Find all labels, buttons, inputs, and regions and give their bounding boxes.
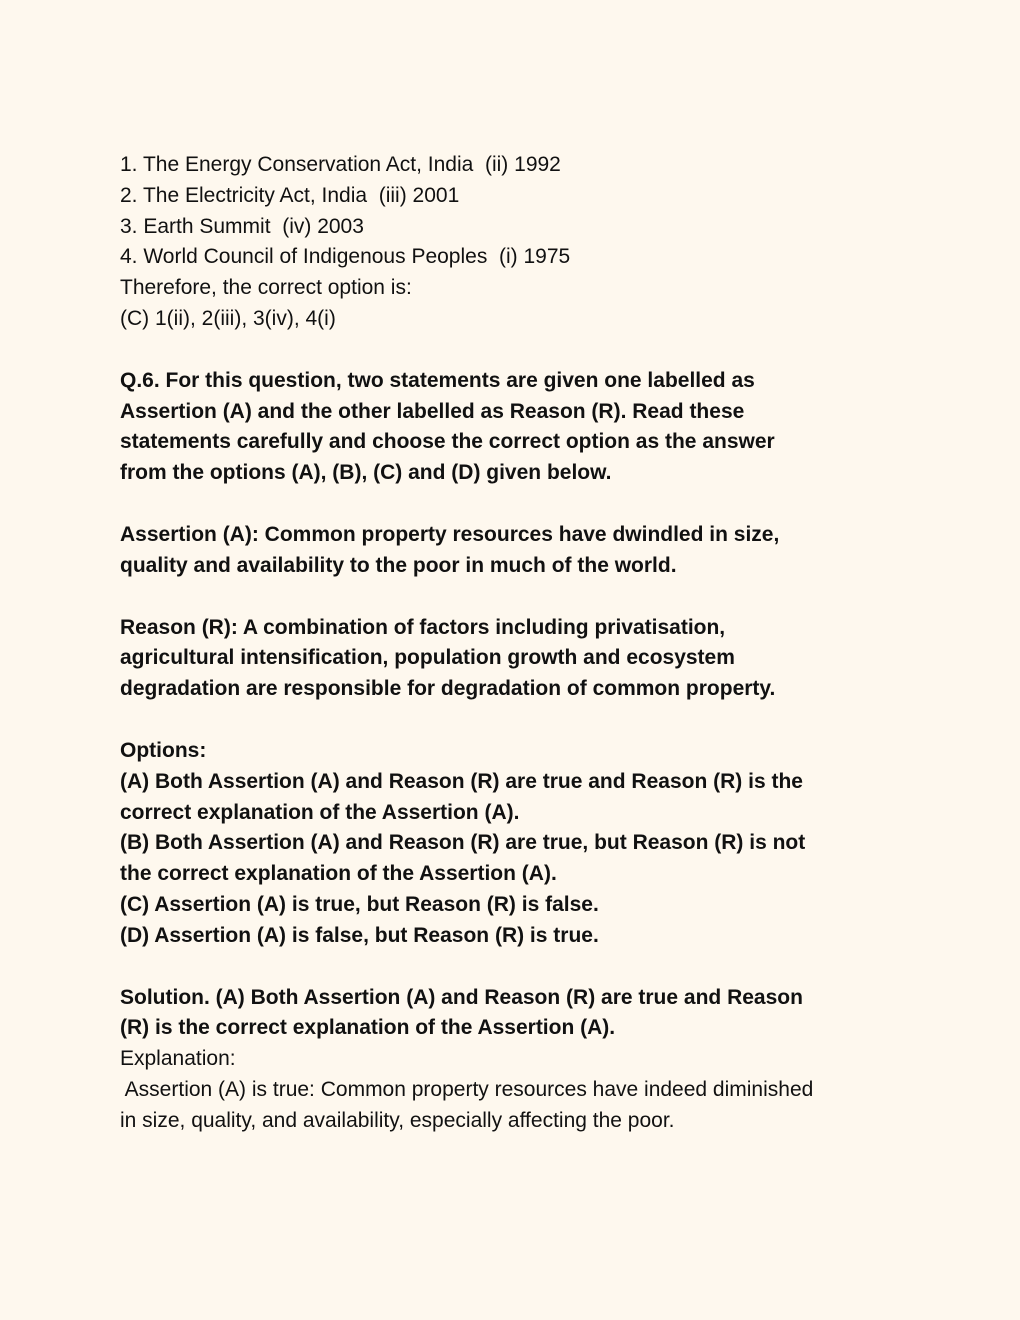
match-item: 3. Earth Summit (iv) 2003 bbox=[120, 214, 364, 238]
explanation-label: Explanation: bbox=[120, 1047, 236, 1071]
assertion-line: Assertion (A): Common property resources have dwindled in size, bbox=[120, 522, 780, 546]
conclusion-lead: Therefore, the correct option is: bbox=[120, 276, 412, 300]
match-list bbox=[120, 150, 900, 273]
spacer bbox=[120, 582, 900, 613]
question-line: statements carefully and choose the correct option as the answer bbox=[120, 430, 775, 454]
spacer bbox=[120, 952, 900, 983]
solution-line: Solution. (A) Both Assertion (A) and Reason (R) are true and Reason bbox=[120, 985, 803, 1009]
reason-line: degradation are responsible for degradation of common property. bbox=[120, 677, 776, 701]
question-statement bbox=[120, 366, 900, 489]
options-heading: Options: bbox=[120, 738, 207, 762]
solution-line: (R) is the correct explanation of the Assertion (A). bbox=[120, 1016, 616, 1040]
option-line: correct explanation of the Assertion (A). bbox=[120, 800, 520, 824]
reason-line: Reason (R): A combination of factors including privatisation, bbox=[120, 615, 726, 639]
reason-line: agricultural intensification, population growth and ecosystem bbox=[120, 646, 735, 670]
reason-block bbox=[120, 613, 900, 705]
option-line: (A) Both Assertion (A) and Reason (R) are true and Reason (R) is the bbox=[120, 769, 803, 793]
solution-block bbox=[120, 983, 900, 1137]
explanation-line: in size, quality, and availability, especially affecting the poor. bbox=[120, 1108, 675, 1132]
explanation-line: Assertion (A) is true: Common property resources have indeed diminished bbox=[120, 1077, 814, 1101]
option-line: (C) Assertion (A) is true, but Reason (R) is false. bbox=[120, 892, 599, 916]
document-page bbox=[120, 150, 900, 1137]
assertion-line: quality and availability to the poor in much of the world. bbox=[120, 553, 677, 577]
assertion-block bbox=[120, 520, 900, 582]
match-item: 1. The Energy Conservation Act, India (ii) 1992 bbox=[120, 153, 561, 176]
option-line: (D) Assertion (A) is false, but Reason (R) is true. bbox=[120, 923, 599, 947]
options-block bbox=[120, 736, 900, 952]
question-line: Q.6. For this question, two statements are given one labelled as bbox=[120, 368, 755, 392]
option-line: (B) Both Assertion (A) and Reason (R) are true, but Reason (R) is not bbox=[120, 831, 806, 855]
match-item: 2. The Electricity Act, India (iii) 2001 bbox=[120, 183, 460, 207]
match-item: 4. World Council of Indigenous Peoples (i) 1975 bbox=[120, 245, 571, 269]
spacer bbox=[120, 335, 900, 366]
conclusion-answer: (C) 1(ii), 2(iii), 3(iv), 4(i) bbox=[120, 306, 336, 330]
option-line: the correct explanation of the Assertion (A). bbox=[120, 862, 557, 886]
question-line: Assertion (A) and the other labelled as Reason (R). Read these bbox=[120, 399, 745, 423]
question-line: from the options (A), (B), (C) and (D) given below. bbox=[120, 461, 612, 485]
spacer bbox=[120, 489, 900, 520]
spacer bbox=[120, 705, 900, 736]
